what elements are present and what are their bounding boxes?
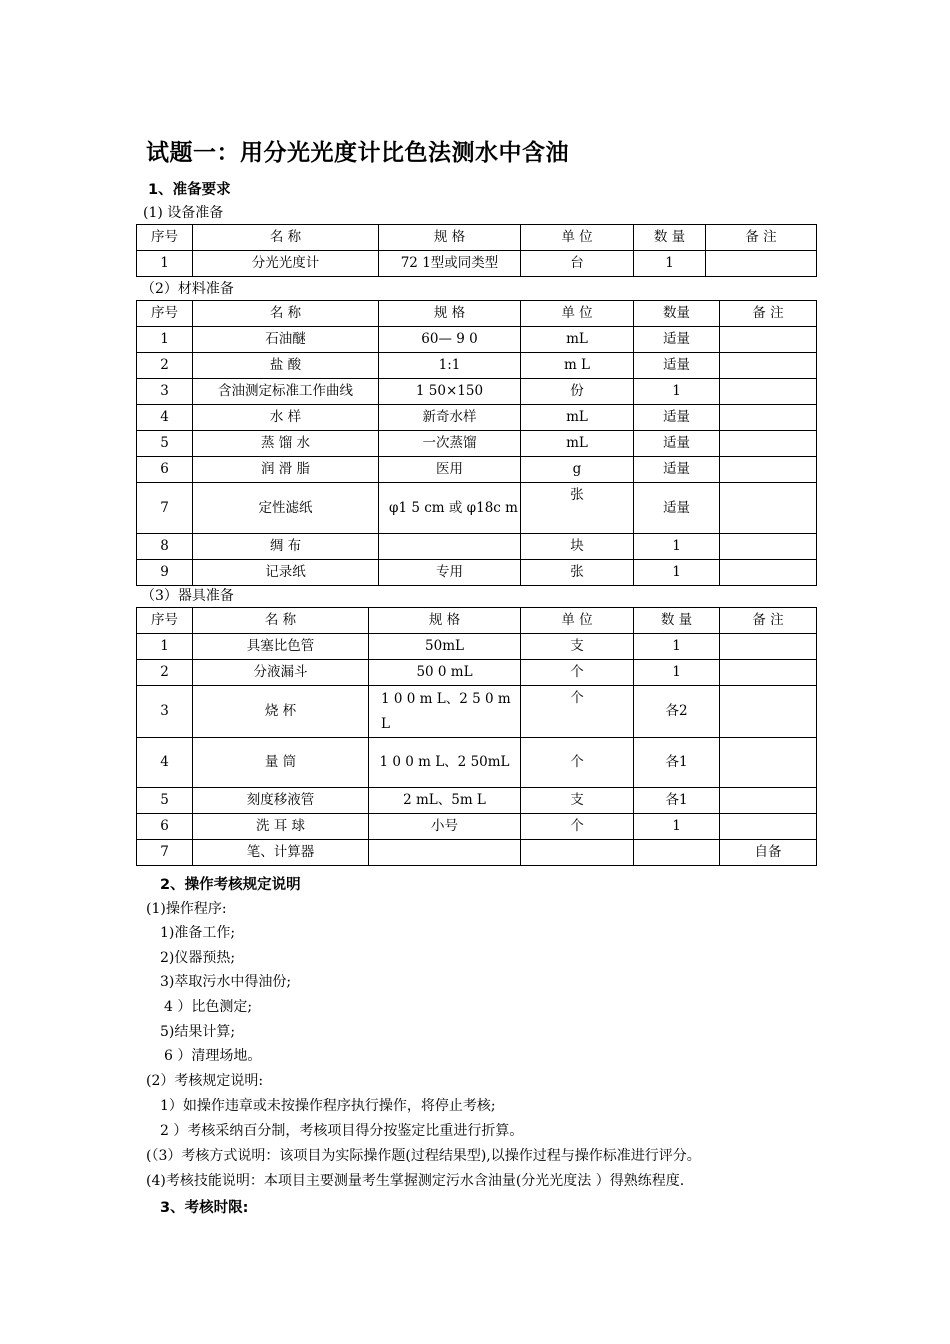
table-row [137, 405, 817, 431]
table-cell: 含油测定标准工作曲线 [193, 379, 379, 405]
materials-label: （2）材料准备 [141, 281, 234, 297]
table-cell: 2 [137, 660, 193, 686]
table-cell: 张 [521, 560, 634, 586]
table-cell: 自备 [720, 840, 817, 866]
table-cell: 适量 [634, 405, 720, 431]
table-cell: 5 [137, 431, 193, 457]
table-cell: 适量 [634, 353, 720, 379]
header-cell: 名 称 [193, 301, 379, 327]
table-cell: 7 [137, 483, 193, 534]
table-cell [720, 353, 817, 379]
materials-table [136, 300, 817, 586]
section1-heading: 1、准备要求 [148, 182, 231, 198]
text-line: 1）如操作违章或未按操作程序执行操作，将停止考核; [160, 1098, 496, 1114]
table-cell [720, 788, 817, 814]
header-cell: 备 注 [720, 301, 817, 327]
table-row [137, 686, 817, 738]
section2-heading: 2、操作考核规定说明 [160, 877, 301, 893]
table-cell: 小号 [369, 814, 521, 840]
table-cell: 1:1 [379, 353, 521, 379]
table-cell: 各1 [634, 788, 720, 814]
table-cell: 8 [137, 534, 193, 560]
table-row [137, 660, 817, 686]
header-cell: 单 位 [521, 225, 634, 251]
header-cell: 规 格 [379, 225, 521, 251]
text-line: (2）考核规定说明: [146, 1073, 264, 1089]
table-cell: 绸 布 [193, 534, 379, 560]
table-cell: 7 [137, 840, 193, 866]
table-cell: 1 [634, 251, 706, 277]
header-cell: 单 位 [521, 301, 634, 327]
table-cell: 盐 酸 [193, 353, 379, 379]
table-row [137, 379, 817, 405]
table-cell: 1 [634, 814, 720, 840]
table-cell: 适量 [634, 457, 720, 483]
table-cell: 9 [137, 560, 193, 586]
table-cell: 水 样 [193, 405, 379, 431]
table-row [137, 738, 817, 788]
table-cell: 5 [137, 788, 193, 814]
table-cell: 医用 [379, 457, 521, 483]
table-cell: 1 0 0 m L、2 50mL [369, 738, 521, 788]
table-cell: 1 [634, 560, 720, 586]
table-cell [720, 738, 817, 788]
header-cell: 数 量 [634, 608, 720, 634]
table-cell: 洗 耳 球 [193, 814, 369, 840]
header-cell: 数 量 [634, 225, 706, 251]
equipment-table [136, 224, 817, 277]
table-cell [720, 457, 817, 483]
table-cell: 个 [521, 686, 634, 738]
table-cell: 50 0 mL [369, 660, 521, 686]
header-cell: 名 称 [193, 225, 379, 251]
header-cell: 规 格 [369, 608, 521, 634]
text-line: (1)操作程序: [146, 901, 227, 917]
table-row [137, 431, 817, 457]
table-cell [720, 405, 817, 431]
table-row [137, 534, 817, 560]
table-cell [379, 534, 521, 560]
table-cell: m L [521, 353, 634, 379]
text-line: 5)结果计算; [160, 1024, 236, 1040]
table-cell: 6 [137, 457, 193, 483]
table-cell: 具塞比色管 [193, 634, 369, 660]
table-row [137, 353, 817, 379]
table-cell: 72 1型或同类型 [379, 251, 521, 277]
header-cell: 备 注 [720, 608, 817, 634]
table-cell: 个 [521, 738, 634, 788]
table-cell: 个 [521, 814, 634, 840]
text-line: 4 ）比色测定; [164, 999, 253, 1015]
table-row [137, 634, 817, 660]
table-cell: 份 [521, 379, 634, 405]
text-line: 6 ）清理场地。 [164, 1048, 262, 1064]
table-cell: 刻度移液管 [193, 788, 369, 814]
table-cell [720, 483, 817, 534]
table-header-row [137, 301, 817, 327]
table-row [137, 840, 817, 866]
table-cell: 1 [634, 634, 720, 660]
table-cell: 记录纸 [193, 560, 379, 586]
table-cell: 4 [137, 738, 193, 788]
table-cell: 石油醚 [193, 327, 379, 353]
table-cell [521, 840, 634, 866]
table-cell: 分光光度计 [193, 251, 379, 277]
table-row [137, 560, 817, 586]
table-cell [720, 660, 817, 686]
table-cell [720, 534, 817, 560]
table-cell [720, 814, 817, 840]
table-cell: 一次蒸馏 [379, 431, 521, 457]
table-cell [720, 379, 817, 405]
table-cell: 1 0 0 m L、2 5 0 m L [369, 686, 521, 738]
table-cell [706, 251, 817, 277]
table-row [137, 327, 817, 353]
table-cell: 适量 [634, 431, 720, 457]
table-cell: 定性滤纸 [193, 483, 379, 534]
table-cell: 3 [137, 379, 193, 405]
text-line: 3)萃取污水中得油份; [160, 974, 292, 990]
table-cell: g [521, 457, 634, 483]
table-cell: 支 [521, 788, 634, 814]
tools-label: （3）器具准备 [141, 588, 234, 604]
table-cell: 块 [521, 534, 634, 560]
table-cell: 量 筒 [193, 738, 369, 788]
table-cell: 1 50×150 [379, 379, 521, 405]
table-cell: 1 [634, 379, 720, 405]
table-header-row [137, 225, 817, 251]
table-cell: 新奇水样 [379, 405, 521, 431]
text-line: 2 ）考核采纳百分制，考核项目得分按鉴定比重进行折算。 [160, 1123, 524, 1139]
table-cell [369, 840, 521, 866]
table-cell: 各1 [634, 738, 720, 788]
header-cell: 数量 [634, 301, 720, 327]
header-cell: 序号 [137, 608, 193, 634]
text-line: 1)准备工作; [160, 925, 236, 941]
header-cell: 名 称 [193, 608, 369, 634]
table-cell: 适量 [634, 483, 720, 534]
table-row [137, 457, 817, 483]
table-cell: 2 [137, 353, 193, 379]
table-cell: mL [521, 431, 634, 457]
table-cell: 各2 [634, 686, 720, 738]
table-cell: 1 [137, 634, 193, 660]
table-cell [720, 686, 817, 738]
table-cell: 张 [521, 483, 634, 534]
table-header-row [137, 608, 817, 634]
table-cell: 蒸 馏 水 [193, 431, 379, 457]
table-cell: 支 [521, 634, 634, 660]
table-cell: 1 [634, 534, 720, 560]
table-cell: 适量 [634, 327, 720, 353]
table-cell: 50mL [369, 634, 521, 660]
table-cell: 4 [137, 405, 193, 431]
text-line: 2)仪器预热; [160, 950, 236, 966]
table-cell: 个 [521, 660, 634, 686]
equipment-label: (1) 设备准备 [143, 205, 224, 221]
table-row [137, 788, 817, 814]
table-cell: 专用 [379, 560, 521, 586]
table-cell: 60— 9 0 [379, 327, 521, 353]
table-cell: 分液漏斗 [193, 660, 369, 686]
table-cell: 1 [137, 327, 193, 353]
header-cell: 规 格 [379, 301, 521, 327]
table-cell: 1 [137, 251, 193, 277]
table-cell: mL [521, 405, 634, 431]
header-cell: 序号 [137, 301, 193, 327]
table-cell [720, 634, 817, 660]
table-cell: 1 [634, 660, 720, 686]
table-cell [720, 431, 817, 457]
table-cell [720, 327, 817, 353]
header-cell: 序号 [137, 225, 193, 251]
table-cell: 2 mL、5m L [369, 788, 521, 814]
header-cell: 备 注 [706, 225, 817, 251]
table-row [137, 814, 817, 840]
table-row [137, 483, 817, 534]
table-cell: 润 滑 脂 [193, 457, 379, 483]
header-cell: 单 位 [521, 608, 634, 634]
table-cell: mL [521, 327, 634, 353]
table-cell: φ1 5 cm 或 φ18c m [379, 483, 521, 534]
table-row [137, 251, 817, 277]
table-cell: 3 [137, 686, 193, 738]
table-cell: 台 [521, 251, 634, 277]
page-title: 试题一：用分光光度计比色法测水中含油 [146, 140, 569, 166]
text-line: (（3）考核方式说明：该项目为实际操作题(过程结果型),以操作过程与操作标准进行评分。 [146, 1148, 701, 1164]
text-line: (4)考核技能说明：本项目主要测量考生掌握测定污水含油量(分光光度法 ）得熟练程度. [146, 1173, 685, 1189]
tools-table [136, 607, 817, 866]
table-cell: 6 [137, 814, 193, 840]
table-cell: 烧 杯 [193, 686, 369, 738]
table-cell [634, 840, 720, 866]
table-cell [720, 560, 817, 586]
section3-heading: 3、考核时限: [160, 1200, 249, 1216]
table-cell: 笔、计算器 [193, 840, 369, 866]
